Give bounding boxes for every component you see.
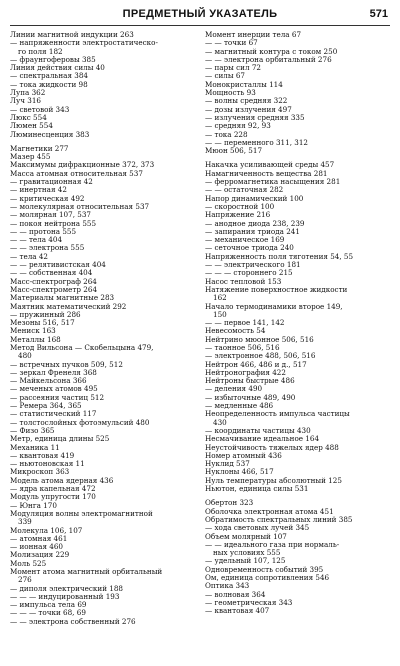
index-entry: — молярная 107, 537 xyxy=(10,211,91,220)
index-entry: — молекулярная относительная 537 xyxy=(10,202,150,211)
index-entry: — напряженности электростатическо- xyxy=(10,39,158,48)
index-entry: — — электрона собственный 276 xyxy=(10,617,136,626)
index-entry: — фраунгоферовы 385 xyxy=(10,55,96,64)
index-entry: Накачка усиливающей среды 457 xyxy=(205,161,335,170)
index-entry: — Юнга 170 xyxy=(10,501,57,510)
index-entry: Линии магнитной индукции 263 xyxy=(10,31,134,39)
index-entry: — тока жидкости 98 xyxy=(10,80,88,89)
index-entry: — импульса тела 69 xyxy=(10,601,87,610)
index-entry: — избыточные 489, 490 xyxy=(205,393,296,402)
index-entry: — — релятивистская 404 xyxy=(10,261,106,270)
index-entry: — сеточное триода 240 xyxy=(205,244,294,253)
index-entry: Мюон 506, 517 xyxy=(205,147,263,156)
index-entry: Микроскоп 363 xyxy=(10,468,70,477)
index-entry: Невесомость 54 xyxy=(205,327,266,336)
index-entry: — пружинный 286 xyxy=(10,310,81,319)
index-entry: — критическая 492 xyxy=(10,194,85,203)
index-entry: — Майкельсона 366 xyxy=(10,377,87,386)
index-entry: го поля 182 xyxy=(18,47,63,56)
index-entry: Нейтрон 466, 486 и д., 517 xyxy=(205,360,307,369)
index-entry: — пары сил 72 xyxy=(205,64,261,73)
index-entry: Молекула 106, 107 xyxy=(10,526,83,535)
index-entry: Молизация 229 xyxy=(10,551,70,560)
index-entry: — инертная 42 xyxy=(10,186,67,195)
index-entry: — электронное 488, 506, 516 xyxy=(205,352,316,361)
index-entry: — гравитационная 42 xyxy=(10,178,93,187)
index-entry: Мазер 455 xyxy=(10,153,51,162)
index-entry: — — собственная 404 xyxy=(10,269,93,278)
index-entry: — покоя нейтрона 555 xyxy=(10,219,97,228)
index-entry: Модуль упругости 170 xyxy=(10,493,96,502)
index-entry: Масс-спектрометр 264 xyxy=(10,285,98,294)
index-entry: Ньютон, единица силы 531 xyxy=(205,485,309,494)
index-entry: — — — точки 68, 69 xyxy=(10,609,86,618)
index-entry: Момент атома магнитный орбитальный xyxy=(10,568,163,576)
index-entry: Люкс 554 xyxy=(10,113,47,122)
index-entry: — хода световых лучей 345 xyxy=(205,524,310,533)
index-entry: — дозы излучения 497 xyxy=(205,105,292,114)
page-title: ПРЕДМЕТНЫЙ УКАЗАТЕЛЬ xyxy=(122,8,278,20)
index-entry: — — первое 141, 142 xyxy=(205,319,285,328)
index-entry: Люмен 554 xyxy=(10,122,53,131)
index-entry: — — электрона орбитальный 276 xyxy=(205,55,332,64)
index-entry: Метод Вильсона — Скобельцына 479, xyxy=(10,343,154,352)
index-entry: — удельный 107, 125 xyxy=(205,557,286,566)
index-entry: Напряженность поля тяготения 54, 55 xyxy=(205,252,354,261)
index-entry: — световой 343 xyxy=(10,105,70,114)
index-entry: — статистический 117 xyxy=(10,410,97,419)
left-column xyxy=(10,31,196,626)
index-entry: — волновая 364 xyxy=(205,590,266,599)
index-entry: — — — стороннего 215 xyxy=(205,269,293,278)
index-entry: Нуклид 537 xyxy=(205,460,250,469)
index-entry: — квантовая 407 xyxy=(205,607,270,616)
index-entry: Лупа 362 xyxy=(10,89,46,98)
index-entry: Модуляция волны электромагнитной xyxy=(10,509,153,518)
index-entry: — Ремера 364, 365 xyxy=(10,402,82,411)
page-number: 571 xyxy=(369,8,388,20)
index-entry: Нейтроны быстрые 486 xyxy=(205,377,295,386)
index-entry: Объем молярный 107 xyxy=(205,532,287,541)
index-entry: — — остаточная 282 xyxy=(205,186,284,195)
index-entry: Мениск 163 xyxy=(10,327,56,336)
index-entry: 162 xyxy=(213,294,227,303)
index-entry: — силы 67 xyxy=(205,72,246,81)
index-entry: — — переменного 311, 312 xyxy=(205,138,308,147)
index-entry: Оптика 343 xyxy=(205,582,250,591)
index-entry: Намагниченность вещества 281 xyxy=(205,169,328,178)
index-entry: Одновременность событий 395 xyxy=(205,565,324,574)
index-entry: Люминесценция 383 xyxy=(10,130,90,139)
index-entry: — ньютоновская 11 xyxy=(10,460,85,469)
index-entry: Мезоны 516, 517 xyxy=(10,319,75,328)
index-entry: Материалы магнитные 283 xyxy=(10,294,115,303)
index-entry: — ядра капельная 472 xyxy=(10,485,96,494)
index-entry: — излучения средняя 335 xyxy=(205,113,305,122)
index-entry: — — протона 555 xyxy=(10,227,77,236)
index-entry: ных условиях 555 xyxy=(213,549,281,558)
index-entry: — средняя 92, 93 xyxy=(205,122,271,131)
index-entry: Напряжение 216 xyxy=(205,211,271,220)
index-entry: — — точки 67 xyxy=(205,39,258,48)
index-entry: — толстослойных фотоэмульсий 480 xyxy=(10,418,150,427)
index-entry: Номер атомный 436 xyxy=(205,451,282,460)
index-entry: — волны средняя 322 xyxy=(205,97,288,106)
index-entry: Нуль температуры абсолютный 125 xyxy=(205,476,342,485)
index-entry: — атомная 461 xyxy=(10,534,68,543)
index-entry: Маятник математический 292 xyxy=(10,302,127,311)
index-entry: Модель атома ядерная 436 xyxy=(10,476,114,485)
index-entry: — деления 490 xyxy=(205,385,263,394)
index-entry: Несмачивание идеальное 164 xyxy=(205,435,320,444)
index-entry: Натяжение поверхностное жидкости xyxy=(205,285,348,294)
index-entry: Мощность 93 xyxy=(205,89,256,98)
index-entry: — встречных пучков 509, 512 xyxy=(10,360,123,369)
index-entry: Луч 316 xyxy=(10,97,41,106)
right-column xyxy=(205,31,391,615)
index-entry: — запирания триода 241 xyxy=(205,227,300,236)
index-entry: — скоростной 100 xyxy=(205,202,275,211)
index-entry: 150 xyxy=(213,310,227,319)
index-entry: — зеркал Френеля 368 xyxy=(10,368,97,377)
index-entry: — таонное 506, 516 xyxy=(205,343,280,352)
index-entry: Механика 11 xyxy=(10,443,60,452)
page-header xyxy=(0,8,400,26)
index-entry: — координаты частицы 430 xyxy=(205,426,311,435)
index-entry: — ферромагнетика насыщения 281 xyxy=(205,178,341,187)
index-entry: 339 xyxy=(18,518,32,527)
index-entry: Метр, единица длины 525 xyxy=(10,435,110,444)
index-entry: — — идеального газа при нормаль- xyxy=(205,540,340,549)
index-entry: Начало термодинамики второе 149, xyxy=(205,302,343,311)
index-entry: Нуклоны 466, 517 xyxy=(205,468,274,477)
index-entry: — Физо 365 xyxy=(10,426,55,435)
index-entry: Нейтрино мюонное 506, 516 xyxy=(205,335,314,344)
index-entry: — геометрическая 343 xyxy=(205,598,293,607)
index-entry: Насос тепловой 153 xyxy=(205,277,282,286)
index-entry: Линия действия силы 40 xyxy=(10,64,105,73)
index-entry: — медленные 486 xyxy=(205,402,274,411)
index-entry: 430 xyxy=(213,418,227,427)
index-entry: — меченых атомов 495 xyxy=(10,385,98,394)
index-entry: Оболочка электронная атома 451 xyxy=(205,507,334,516)
index-entry: Металлы 168 xyxy=(10,335,61,344)
index-entry: — тела 42 xyxy=(10,252,48,261)
index-entry: Неопределенность импульса частицы xyxy=(205,410,350,419)
index-entry: Максимумы дифракционные 372, 373 xyxy=(10,161,155,170)
index-entry: — анодное диода 238, 239 xyxy=(205,219,305,228)
index-entry: — — — индуцированный 193 xyxy=(10,592,120,601)
index-entry: Момент инерции тела 67 xyxy=(205,31,302,39)
index-entry: — — электрона 555 xyxy=(10,244,85,253)
index-entry: Монокристаллы 114 xyxy=(205,80,283,89)
index-entry: 480 xyxy=(18,352,32,361)
index-entry: Ом, единица сопротивления 546 xyxy=(205,574,330,582)
index-entry: — — электрического 181 xyxy=(205,261,301,270)
index-entry: — механическое 169 xyxy=(205,236,285,245)
index-entry: Неустойчивость тяжелых ядер 488 xyxy=(205,443,339,452)
index-entry: Обертон 323 xyxy=(205,499,254,508)
index-entry: 276 xyxy=(18,576,32,585)
index-entry: Моль 525 xyxy=(10,559,47,568)
index-entry: — — тела 404 xyxy=(10,236,63,245)
index-entry: Магнетики 277 xyxy=(10,144,69,153)
index-entry: — ионная 460 xyxy=(10,543,63,552)
index-entry: Напор динамический 100 xyxy=(205,194,304,203)
index-entry: Масса атомная относительная 537 xyxy=(10,169,143,178)
index-entry: — спектральная 384 xyxy=(10,72,88,81)
index-entry: Масс-спектрограф 264 xyxy=(10,277,97,286)
index-entry: Нейтронография 422 xyxy=(205,368,286,377)
index-entry: — тока 228 xyxy=(205,130,248,139)
index-entry: — квантовая 419 xyxy=(10,451,75,460)
index-entry: — диполя электрический 188 xyxy=(10,584,124,593)
header-rule xyxy=(10,25,390,26)
index-entry: — рассеяния частиц 512 xyxy=(10,393,105,402)
index-entry: — магнитный контура с током 250 xyxy=(205,47,338,56)
index-entry: Обратимость спектральных линий 385 xyxy=(205,515,353,524)
